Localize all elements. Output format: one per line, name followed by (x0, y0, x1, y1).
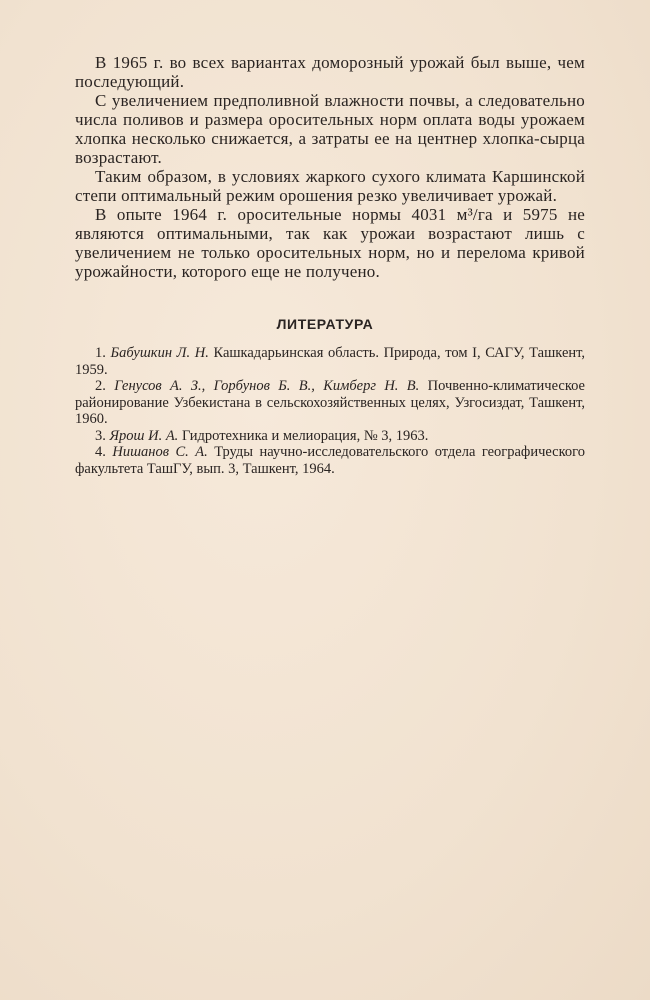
main-text (75, 53, 585, 281)
reference-text: Кашкадарьинская область. Природа, том I, САГУ, Ташкент, 1959. (75, 345, 586, 378)
reference-number: 2. (95, 378, 106, 394)
paragraph: В 1965 г. во всех вариантах доморозный урожай был выше, чем последующий. (75, 53, 585, 91)
reference-number: 3. (95, 427, 106, 444)
reference-text: Почвенно-климатическое районирование Узбекистана в сельскохозяйственных целях, Узгосиздат, Ташкент, 1960. (75, 378, 585, 427)
reference-number: 4. (95, 444, 106, 460)
reference-item (75, 378, 585, 428)
reference-item (75, 428, 585, 445)
references-list (75, 345, 585, 477)
reference-authors: Генусов А. З., Горбунов Б. В., Кимберг Н. В. (114, 378, 420, 394)
reference-text: Гидротехника и мелиорация, № 3, 1963. (181, 427, 429, 444)
paragraph: В опыте 1964 г. оросительные нормы 4031 м³/га и 5975 не являются оптимальными, так как урожаи возрастают лишь с увеличением не только оросительных норм, но и перелома кривой урожайности, которого еще не получено. (75, 205, 585, 281)
reference-authors: Бабушкин Л. Н. (110, 345, 209, 361)
reference-item (75, 444, 585, 477)
paragraph: С увеличением предполивной влажности почвы, а следовательно числа поливов и размера оросительных норм оплата воды урожаем хлопка несколько снижается, а затраты ее на центнер хлопка-сырца возрастают. (75, 91, 585, 167)
references-heading: ЛИТЕРАТУРА (276, 316, 374, 332)
reference-number: 1. (95, 345, 106, 361)
reference-text: Труды научно-исследовательского отдела географического факультета ТашГУ, вып. 3, Ташкент, 1964. (75, 444, 585, 477)
reference-item (75, 345, 585, 378)
reference-authors: Нишанов С. А. (112, 444, 208, 460)
paragraph: Таким образом, в условиях жаркого сухого климата Каршинской степи оптимальный режим орошения резко увеличивает урожай. (75, 167, 585, 205)
reference-authors: Ярош И. А. (109, 427, 179, 444)
